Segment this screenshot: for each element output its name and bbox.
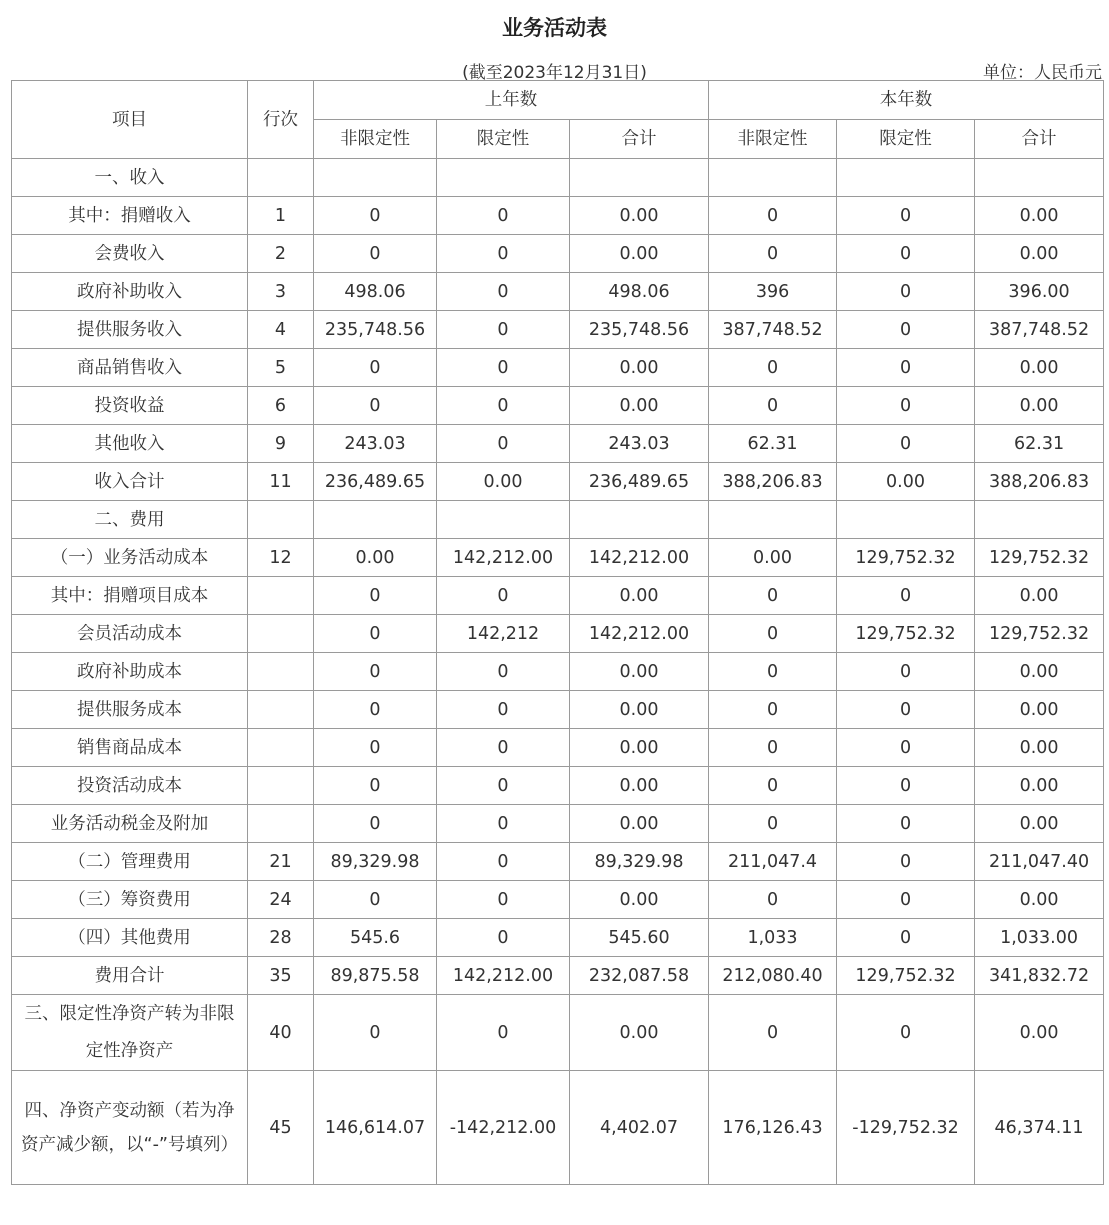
table-row: [12, 1071, 1104, 1185]
cell-curr-total: 0.00: [975, 577, 1104, 615]
cell-curr-restricted: 0: [837, 387, 975, 425]
cell-curr-restricted: 0: [837, 425, 975, 463]
header-curr-unrestricted: 非限定性: [709, 120, 837, 159]
cell-item: 提供服务成本: [12, 691, 248, 729]
cell-line-no: 11: [248, 463, 314, 501]
cell-line-no: [248, 577, 314, 615]
cell-curr-restricted: 0: [837, 577, 975, 615]
cell-line-no: 4: [248, 311, 314, 349]
cell-curr-total: 0.00: [975, 653, 1104, 691]
cell-prev-total: 0.00: [570, 729, 709, 767]
cell-prev-total: 0.00: [570, 349, 709, 387]
table-row: [12, 919, 1104, 957]
table-row: [12, 501, 1104, 539]
cell-item: 费用合计: [12, 957, 248, 995]
cell-line-no: [248, 805, 314, 843]
cell-item: 政府补助收入: [12, 273, 248, 311]
cell-curr-unrestricted: 0: [709, 881, 837, 919]
table-row: [12, 881, 1104, 919]
header-curr-year: 本年数: [709, 81, 1104, 120]
table-row: [12, 387, 1104, 425]
cell-line-no: 9: [248, 425, 314, 463]
cell-curr-restricted: [837, 501, 975, 539]
header-prev-total: 合计: [570, 120, 709, 159]
cell-curr-total: [975, 159, 1104, 197]
cell-item: 提供服务收入: [12, 311, 248, 349]
cell-prev-restricted: 0: [437, 273, 570, 311]
cell-prev-restricted: 0: [437, 387, 570, 425]
cell-prev-restricted: 0: [437, 425, 570, 463]
cell-curr-restricted: 0: [837, 653, 975, 691]
report-title: 业务活动表: [502, 16, 607, 40]
cell-prev-total: 236,489.65: [570, 463, 709, 501]
cell-line-no: 40: [248, 995, 314, 1071]
cell-curr-total: 396.00: [975, 273, 1104, 311]
cell-curr-unrestricted: 0: [709, 729, 837, 767]
cell-curr-unrestricted: 0: [709, 577, 837, 615]
cell-curr-total: 0.00: [975, 767, 1104, 805]
cell-item: 业务活动税金及附加: [12, 805, 248, 843]
cell-curr-unrestricted: 0: [709, 805, 837, 843]
cell-item: （二）管理费用: [12, 843, 248, 881]
cell-curr-unrestricted: 1,033: [709, 919, 837, 957]
cell-prev-unrestricted: 236,489.65: [314, 463, 437, 501]
header-curr-restricted: 限定性: [837, 120, 975, 159]
cell-prev-restricted: 0: [437, 653, 570, 691]
cell-prev-total: 235,748.56: [570, 311, 709, 349]
cell-curr-unrestricted: 62.31: [709, 425, 837, 463]
cell-prev-total: 243.03: [570, 425, 709, 463]
header-prev-year: 上年数: [314, 81, 709, 120]
table-row: [12, 729, 1104, 767]
cell-prev-unrestricted: [314, 159, 437, 197]
cell-prev-unrestricted: 0: [314, 197, 437, 235]
cell-prev-unrestricted: 146,614.07: [314, 1071, 437, 1185]
cell-line-no: [248, 501, 314, 539]
cell-item: 二、费用: [12, 501, 248, 539]
cell-line-no: 3: [248, 273, 314, 311]
cell-prev-restricted: 0: [437, 729, 570, 767]
table-row: [12, 995, 1104, 1071]
cell-curr-restricted: 0: [837, 805, 975, 843]
cell-line-no: [248, 159, 314, 197]
cell-prev-total: 142,212.00: [570, 615, 709, 653]
cell-curr-total: 0.00: [975, 197, 1104, 235]
cell-prev-restricted: 0: [437, 691, 570, 729]
cell-item: 收入合计: [12, 463, 248, 501]
cell-line-no: [248, 615, 314, 653]
cell-prev-restricted: -142,212.00: [437, 1071, 570, 1185]
cell-prev-unrestricted: 0: [314, 729, 437, 767]
cell-prev-total: 0.00: [570, 995, 709, 1071]
table-row: [12, 615, 1104, 653]
cell-item: 会员活动成本: [12, 615, 248, 653]
cell-curr-restricted: 0: [837, 691, 975, 729]
cell-prev-total: 0.00: [570, 235, 709, 273]
cell-prev-total: 0.00: [570, 653, 709, 691]
cell-item: 销售商品成本: [12, 729, 248, 767]
cell-curr-total: 0.00: [975, 729, 1104, 767]
cell-item: 其中：捐赠项目成本: [12, 577, 248, 615]
cell-prev-unrestricted: [314, 501, 437, 539]
cell-item: 商品销售收入: [12, 349, 248, 387]
cell-prev-unrestricted: 0: [314, 387, 437, 425]
cell-curr-total: 0.00: [975, 387, 1104, 425]
cell-prev-total: 0.00: [570, 577, 709, 615]
cell-prev-unrestricted: 243.03: [314, 425, 437, 463]
cell-prev-restricted: [437, 159, 570, 197]
cell-curr-total: [975, 501, 1104, 539]
cell-prev-total: 4,402.07: [570, 1071, 709, 1185]
cell-curr-unrestricted: 0: [709, 235, 837, 273]
cell-curr-total: 341,832.72: [975, 957, 1104, 995]
cell-curr-total: 387,748.52: [975, 311, 1104, 349]
cell-prev-restricted: 0: [437, 235, 570, 273]
cell-line-no: [248, 691, 314, 729]
cell-line-no: 28: [248, 919, 314, 957]
cell-item: 政府补助成本: [12, 653, 248, 691]
cell-curr-restricted: 0: [837, 995, 975, 1071]
cell-curr-unrestricted: 387,748.52: [709, 311, 837, 349]
table-row: [12, 767, 1104, 805]
cell-curr-unrestricted: [709, 159, 837, 197]
cell-curr-restricted: -129,752.32: [837, 1071, 975, 1185]
cell-item: 其中：捐赠收入: [12, 197, 248, 235]
cell-item: 投资活动成本: [12, 767, 248, 805]
cell-curr-total: 0.00: [975, 881, 1104, 919]
cell-prev-total: 0.00: [570, 387, 709, 425]
cell-line-no: 45: [248, 1071, 314, 1185]
cell-item: 三、限定性净资产转为非限定性净资产: [12, 995, 248, 1071]
cell-line-no: [248, 653, 314, 691]
cell-curr-total: 0.00: [975, 995, 1104, 1071]
cell-prev-total: 498.06: [570, 273, 709, 311]
cell-line-no: [248, 729, 314, 767]
cell-item: 四、净资产变动额（若为净资产减少额，以“-”号填列）: [12, 1071, 248, 1185]
cell-curr-total: 62.31: [975, 425, 1104, 463]
cell-prev-restricted: 0: [437, 349, 570, 387]
table-row: [12, 539, 1104, 577]
table-row: [12, 843, 1104, 881]
cell-prev-restricted: 142,212.00: [437, 957, 570, 995]
cell-line-no: 35: [248, 957, 314, 995]
cell-prev-unrestricted: 89,329.98: [314, 843, 437, 881]
cell-prev-unrestricted: 0: [314, 805, 437, 843]
table-row: [12, 425, 1104, 463]
cell-item: 投资收益: [12, 387, 248, 425]
cell-curr-total: 0.00: [975, 349, 1104, 387]
table-row: [12, 311, 1104, 349]
cell-item: （三）筹资费用: [12, 881, 248, 919]
header-prev-unrestricted: 非限定性: [314, 120, 437, 159]
cell-curr-restricted: 0: [837, 197, 975, 235]
cell-prev-total: [570, 501, 709, 539]
cell-item: （四）其他费用: [12, 919, 248, 957]
cell-curr-total: 0.00: [975, 691, 1104, 729]
table-row: [12, 197, 1104, 235]
cell-prev-restricted: 142,212.00: [437, 539, 570, 577]
cell-prev-unrestricted: 0: [314, 995, 437, 1071]
table-row: [12, 653, 1104, 691]
cell-curr-total: 211,047.40: [975, 843, 1104, 881]
cell-line-no: 21: [248, 843, 314, 881]
cell-prev-unrestricted: 545.6: [314, 919, 437, 957]
cell-curr-restricted: 0: [837, 919, 975, 957]
cell-prev-unrestricted: 89,875.58: [314, 957, 437, 995]
cell-curr-unrestricted: 0: [709, 995, 837, 1071]
cell-curr-unrestricted: 176,126.43: [709, 1071, 837, 1185]
cell-curr-unrestricted: 396: [709, 273, 837, 311]
cell-prev-restricted: 0: [437, 995, 570, 1071]
cell-curr-unrestricted: 0: [709, 387, 837, 425]
table-row: [12, 577, 1104, 615]
header-prev-restricted: 限定性: [437, 120, 570, 159]
cell-line-no: 6: [248, 387, 314, 425]
cell-prev-unrestricted: 0.00: [314, 539, 437, 577]
cell-prev-total: 89,329.98: [570, 843, 709, 881]
cell-prev-restricted: 0.00: [437, 463, 570, 501]
cell-prev-unrestricted: 0: [314, 577, 437, 615]
cell-curr-unrestricted: 212,080.40: [709, 957, 837, 995]
cell-curr-unrestricted: 0: [709, 615, 837, 653]
cell-curr-total: 129,752.32: [975, 539, 1104, 577]
cell-prev-restricted: 0: [437, 197, 570, 235]
cell-curr-unrestricted: 0: [709, 691, 837, 729]
cell-curr-restricted: 0: [837, 235, 975, 273]
cell-curr-unrestricted: 0: [709, 197, 837, 235]
currency-unit: 单位：人民币元: [983, 63, 1102, 83]
cell-curr-restricted: 0: [837, 881, 975, 919]
cell-prev-restricted: 0: [437, 767, 570, 805]
cell-prev-restricted: 0: [437, 577, 570, 615]
cell-prev-total: 0.00: [570, 767, 709, 805]
cell-prev-unrestricted: 0: [314, 881, 437, 919]
cell-prev-unrestricted: 498.06: [314, 273, 437, 311]
cell-prev-total: [570, 159, 709, 197]
cell-curr-restricted: 0.00: [837, 463, 975, 501]
cell-curr-total: 46,374.11: [975, 1071, 1104, 1185]
cell-prev-restricted: 0: [437, 881, 570, 919]
cell-line-no: [248, 767, 314, 805]
cell-curr-restricted: 0: [837, 273, 975, 311]
header-item: 项目: [12, 81, 248, 159]
table-row: [12, 273, 1104, 311]
cell-prev-unrestricted: 0: [314, 349, 437, 387]
cell-line-no: 1: [248, 197, 314, 235]
cell-curr-unrestricted: 211,047.4: [709, 843, 837, 881]
cell-curr-restricted: 129,752.32: [837, 957, 975, 995]
table-row: [12, 691, 1104, 729]
cell-curr-total: 0.00: [975, 235, 1104, 273]
cell-curr-unrestricted: [709, 501, 837, 539]
table-row: [12, 805, 1104, 843]
report-period: (截至2023年12月31日): [462, 63, 647, 83]
cell-line-no: 2: [248, 235, 314, 273]
cell-prev-total: 0.00: [570, 691, 709, 729]
cell-curr-restricted: 129,752.32: [837, 615, 975, 653]
cell-item: 会费收入: [12, 235, 248, 273]
cell-curr-total: 129,752.32: [975, 615, 1104, 653]
cell-item: 一、收入: [12, 159, 248, 197]
header-line-no: 行次: [248, 81, 314, 159]
cell-curr-restricted: 0: [837, 767, 975, 805]
cell-prev-unrestricted: 235,748.56: [314, 311, 437, 349]
cell-prev-unrestricted: 0: [314, 615, 437, 653]
cell-curr-restricted: 0: [837, 729, 975, 767]
cell-item: 其他收入: [12, 425, 248, 463]
cell-curr-total: 1,033.00: [975, 919, 1104, 957]
cell-curr-restricted: 129,752.32: [837, 539, 975, 577]
table-row: [12, 463, 1104, 501]
cell-curr-total: 388,206.83: [975, 463, 1104, 501]
cell-prev-restricted: 0: [437, 919, 570, 957]
cell-line-no: 5: [248, 349, 314, 387]
cell-curr-unrestricted: 0: [709, 767, 837, 805]
cell-curr-restricted: [837, 159, 975, 197]
cell-prev-restricted: [437, 501, 570, 539]
cell-prev-total: 142,212.00: [570, 539, 709, 577]
cell-prev-restricted: 0: [437, 311, 570, 349]
cell-line-no: 24: [248, 881, 314, 919]
cell-prev-total: 545.60: [570, 919, 709, 957]
cell-prev-total: 0.00: [570, 197, 709, 235]
business-activity-table: [11, 80, 1104, 1185]
cell-curr-unrestricted: 388,206.83: [709, 463, 837, 501]
cell-item: （一）业务活动成本: [12, 539, 248, 577]
cell-prev-total: 232,087.58: [570, 957, 709, 995]
cell-prev-unrestricted: 0: [314, 691, 437, 729]
table-row: [12, 957, 1104, 995]
header-curr-total: 合计: [975, 120, 1104, 159]
cell-prev-unrestricted: 0: [314, 767, 437, 805]
cell-line-no: 12: [248, 539, 314, 577]
cell-prev-total: 0.00: [570, 881, 709, 919]
cell-prev-unrestricted: 0: [314, 653, 437, 691]
cell-curr-restricted: 0: [837, 843, 975, 881]
cell-curr-restricted: 0: [837, 311, 975, 349]
cell-curr-unrestricted: 0.00: [709, 539, 837, 577]
cell-prev-unrestricted: 0: [314, 235, 437, 273]
cell-curr-total: 0.00: [975, 805, 1104, 843]
table-row: [12, 159, 1104, 197]
cell-curr-unrestricted: 0: [709, 653, 837, 691]
table-row: [12, 235, 1104, 273]
cell-curr-restricted: 0: [837, 349, 975, 387]
cell-prev-restricted: 142,212: [437, 615, 570, 653]
cell-curr-unrestricted: 0: [709, 349, 837, 387]
cell-prev-restricted: 0: [437, 843, 570, 881]
cell-prev-total: 0.00: [570, 805, 709, 843]
cell-prev-restricted: 0: [437, 805, 570, 843]
table-row: [12, 349, 1104, 387]
